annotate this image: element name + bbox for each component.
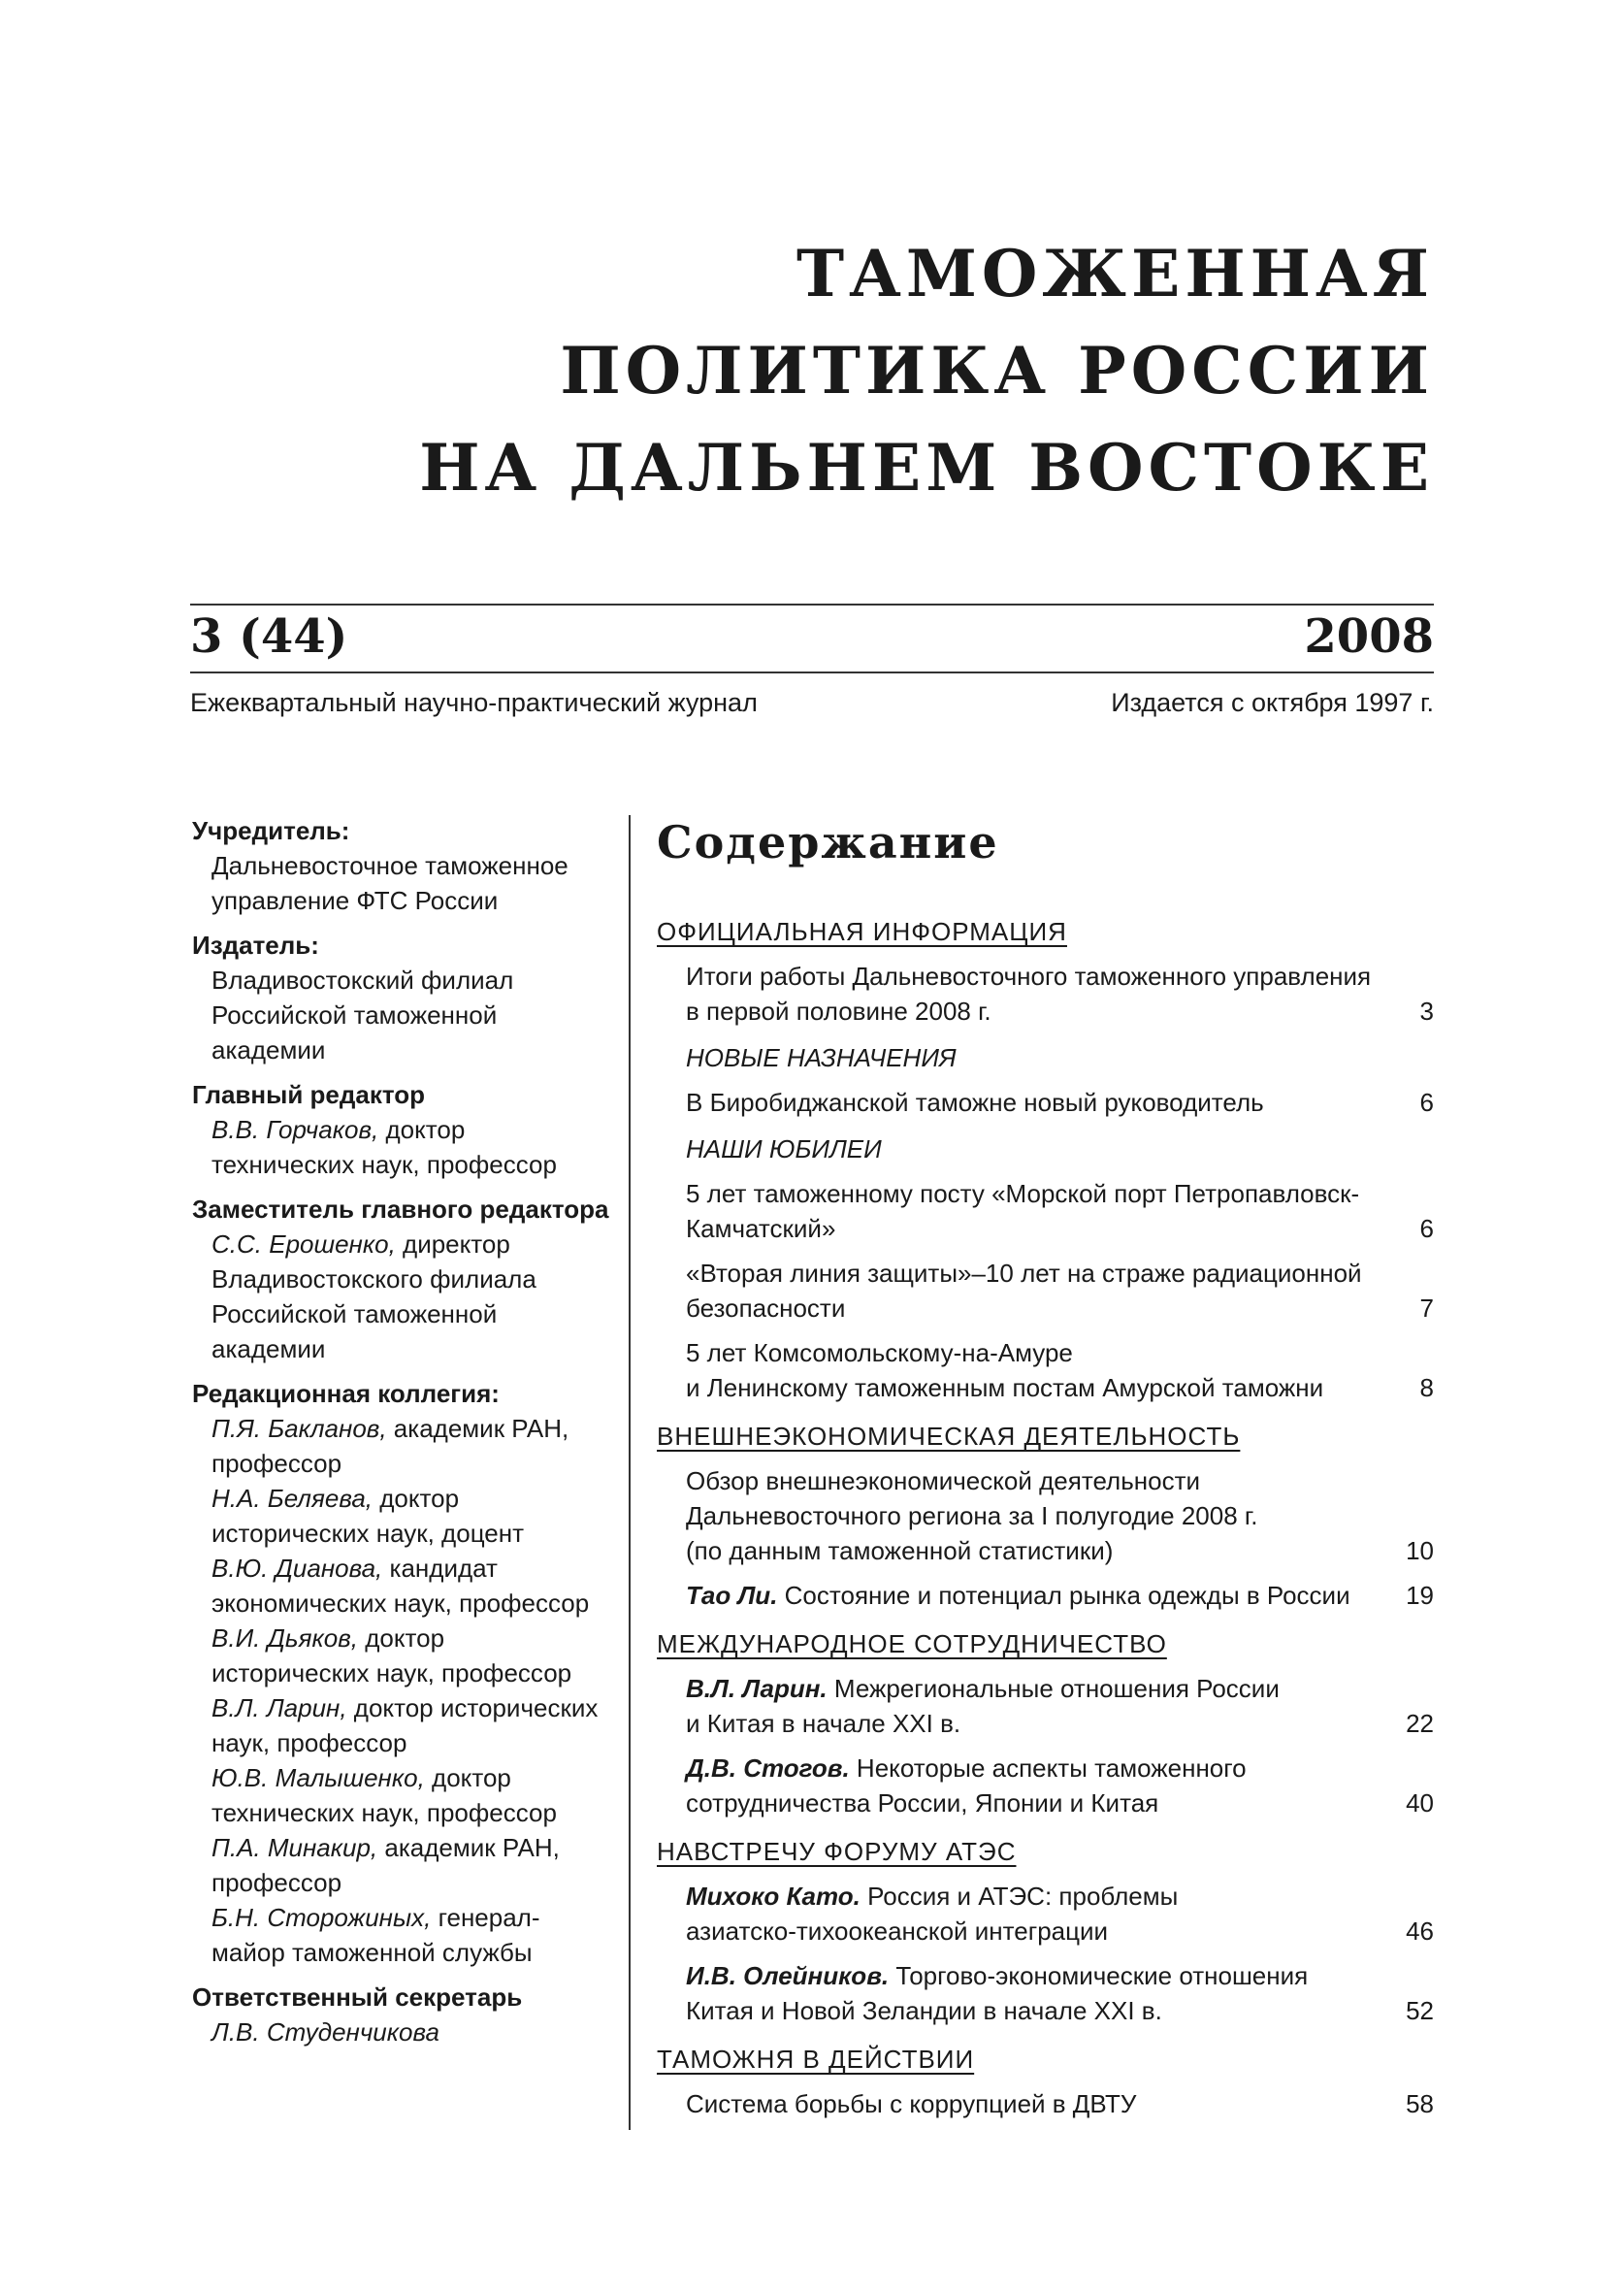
board-member-title: доктор	[424, 1763, 511, 1792]
masthead	[192, 813, 619, 2049]
board-member-name: Б.Н. Сторожиных,	[211, 1903, 432, 1932]
toc-item-title: и Китая в начале XXI в.	[686, 1709, 961, 1738]
toc-page-number: 7	[1419, 1294, 1434, 1323]
toc-page-number: 19	[1406, 1581, 1434, 1610]
toc-item-title: Состояние и потенциал рынка одежды в России	[777, 1581, 1350, 1610]
toc-item	[686, 1958, 1434, 2028]
secretary-name: Л.В. Студенчикова	[211, 2017, 439, 2047]
toc-item-title: 5 лет Комсомольскому-на-Амуре	[686, 1338, 1073, 1367]
toc-item-title: азиатско-тихоокеанской интеграции	[686, 1916, 1109, 1946]
deputy-title: директор	[395, 1229, 510, 1259]
secretary-label: Ответственный секретарь	[192, 1982, 523, 2012]
toc-item-title: Межрегиональные отношения России	[827, 1674, 1280, 1703]
toc-item-title: (по данным таможенной статистики)	[686, 1536, 1114, 1565]
title-line: ТАМОЖЕННАЯ	[796, 236, 1434, 311]
founder-line: управление ФТС России	[211, 886, 499, 915]
table-of-contents	[657, 815, 1434, 2121]
board-member-name: В.И. Дьяков,	[211, 1623, 359, 1653]
deputy-name: С.С. Ерошенко,	[211, 1229, 396, 1259]
editor	[192, 1112, 619, 1182]
toc-item-title: Обзор внешнеэкономической деятельности	[686, 1466, 1201, 1495]
board-member-name: В.Л. Ларин,	[211, 1693, 347, 1722]
board-member-title: исторических наук, доцент	[211, 1519, 525, 1548]
toc-page-number: 22	[1406, 1709, 1434, 1738]
deputy-title: академии	[211, 1334, 326, 1363]
toc-item	[686, 959, 1434, 1029]
toc-page-number: 58	[1406, 2089, 1434, 2118]
toc-item-title: в первой половине 2008 г.	[686, 997, 991, 1026]
toc-subsection: НАШИ ЮБИЛЕИ	[686, 1134, 882, 1163]
board-member-title: исторических наук, профессор	[211, 1658, 572, 1687]
toc-page-number: 8	[1419, 1373, 1434, 1402]
editor-title: технических наук, профессор	[211, 1150, 557, 1179]
journal-subtitle: Ежеквартальный научно-практический журнал	[190, 688, 758, 717]
journal-title	[419, 225, 1434, 516]
board-member-name: Ю.В. Малышенко,	[211, 1763, 425, 1792]
editorial-board	[192, 1411, 619, 1970]
toc-item	[686, 1671, 1434, 1741]
toc-item-title: Итоги работы Дальневосточного таможенного управления	[686, 962, 1372, 991]
middle-rule	[190, 672, 1434, 673]
publisher-line: Российской таможенной	[211, 1000, 498, 1030]
toc-page-number: 6	[1419, 1088, 1434, 1117]
toc-item-title: и Ленинскому таможенным постам Амурской таможни	[686, 1373, 1324, 1402]
toc-section: ОФИЦИАЛЬНАЯ ИНФОРМАЦИЯ	[657, 917, 1067, 946]
toc-page-number: 10	[1406, 1536, 1434, 1565]
editor-title: доктор	[378, 1115, 466, 1144]
founder-line: Дальневосточное таможенное	[211, 851, 568, 880]
board-member-name: В.Ю. Дианова,	[211, 1554, 383, 1583]
board-member-title: академик РАН,	[377, 1833, 560, 1862]
founder	[192, 848, 619, 918]
toc-item-author: Тао Ли.	[686, 1581, 778, 1610]
toc-item	[686, 1256, 1434, 1326]
toc-item-author: Михоко Като.	[686, 1882, 861, 1911]
issue-row	[190, 609, 1434, 664]
toc-item	[686, 1879, 1434, 1949]
board-member-title: профессор	[211, 1449, 342, 1478]
toc-item-author: В.Л. Ларин.	[686, 1674, 828, 1703]
board-member-title: доктор	[373, 1484, 460, 1513]
board-member-title: доктор исторических	[346, 1693, 599, 1722]
toc-item-title: Китая и Новой Зеландии в начале XXI в.	[686, 1996, 1162, 2025]
toc-item-title: сотрудничества России, Японии и Китая	[686, 1788, 1159, 1818]
publisher-line: Владивостокский филиал	[211, 966, 514, 995]
title-line: ПОЛИТИКА РОССИИ	[560, 333, 1434, 409]
toc-item	[686, 1335, 1434, 1405]
toc-item	[686, 1463, 1434, 1568]
founder-label: Учредитель:	[192, 816, 350, 845]
secretary	[192, 2015, 619, 2049]
board-member-title: академик РАН,	[386, 1414, 569, 1443]
issue-year: 2008	[1304, 609, 1434, 664]
deputy-title: Владивостокского филиала	[211, 1264, 536, 1294]
board-member-title: кандидат	[382, 1554, 498, 1583]
toc-subsection: НОВЫЕ НАЗНАЧЕНИЯ	[686, 1043, 957, 1072]
publisher	[192, 963, 619, 1067]
toc-page-number: 3	[1419, 997, 1434, 1026]
toc-item-author: И.В. Олейников.	[686, 1961, 890, 1990]
board-member-title: генерал-	[431, 1903, 540, 1932]
toc-section: ВНЕШНЕЭКОНОМИЧЕСКАЯ ДЕЯТЕЛЬНОСТЬ	[657, 1422, 1241, 1451]
board-member-title: экономических наук, профессор	[211, 1589, 590, 1618]
board-member-title: наук, профессор	[211, 1728, 407, 1757]
toc-item-title: Система борьбы с коррупцией в ДВТУ	[686, 2089, 1137, 2118]
toc-item-title: Торгово-экономические отношения	[889, 1961, 1309, 1990]
toc-item-author: Д.В. Стогов.	[686, 1753, 850, 1783]
editor-label: Главный редактор	[192, 1080, 425, 1109]
board-member-name: П.Я. Бакланов,	[211, 1414, 387, 1443]
toc-item-title: Камчатский»	[686, 1214, 836, 1243]
toc-item-title: 5 лет таможенному посту «Морской порт Петропавловск-	[686, 1179, 1360, 1208]
toc-page-number: 40	[1406, 1788, 1434, 1818]
toc-item-title: безопасности	[686, 1294, 846, 1323]
board-member-title: майор таможенной службы	[211, 1938, 533, 1967]
title-line: НА ДАЛЬНЕМ ВОСТОКЕ	[419, 430, 1434, 506]
published-since: Издается с октября 1997 г.	[1111, 688, 1434, 717]
board-member-name: Н.А. Беляева,	[211, 1484, 374, 1513]
publisher-line: академии	[211, 1035, 326, 1065]
toc-section: ТАМОЖНЯ В ДЕЙСТВИИ	[657, 2045, 975, 2074]
toc-item	[686, 1751, 1434, 1820]
board-label: Редакционная коллегия:	[192, 1379, 500, 1408]
toc-item-title: «Вторая линия защиты»–10 лет на страже радиационной	[686, 1259, 1362, 1288]
deputy-label: Заместитель главного редактора	[192, 1195, 609, 1224]
toc-item-title: Дальневосточного региона за I полугодие 2008 г.	[686, 1501, 1258, 1530]
toc-section: МЕЖДУНАРОДНОЕ СОТРУДНИЧЕСТВО	[657, 1629, 1167, 1658]
toc-heading: Содержание	[657, 816, 999, 868]
publisher-label: Издатель:	[192, 931, 319, 960]
toc-item	[686, 1176, 1434, 1246]
toc-page-number: 6	[1419, 1214, 1434, 1243]
column-divider	[629, 815, 631, 2130]
deputy	[192, 1227, 619, 1366]
toc-item-title: Некоторые аспекты таможенного	[849, 1753, 1247, 1783]
editor-name: В.В. Горчаков,	[211, 1115, 379, 1144]
toc-item	[686, 1578, 1434, 1613]
toc-page-number: 46	[1406, 1916, 1434, 1946]
toc-page-number: 52	[1406, 1996, 1434, 2025]
toc-item-title: В Биробиджанской таможне новый руководитель	[686, 1088, 1264, 1117]
board-member-title: доктор	[358, 1623, 445, 1653]
toc-section: НАВСТРЕЧУ ФОРУМУ АТЭС	[657, 1837, 1017, 1866]
top-rule	[190, 604, 1434, 606]
toc-item-title: Россия и АТЭС: проблемы	[860, 1882, 1179, 1911]
board-member-title: технических наук, профессор	[211, 1798, 557, 1827]
toc-item	[686, 2086, 1434, 2121]
toc-item	[686, 1085, 1434, 1120]
issue-number: 3 (44)	[190, 609, 348, 664]
board-member-name: П.А. Минакир,	[211, 1833, 378, 1862]
deputy-title: Российской таможенной	[211, 1299, 498, 1328]
board-member-title: профессор	[211, 1868, 342, 1897]
subtitle-row	[190, 685, 1434, 720]
